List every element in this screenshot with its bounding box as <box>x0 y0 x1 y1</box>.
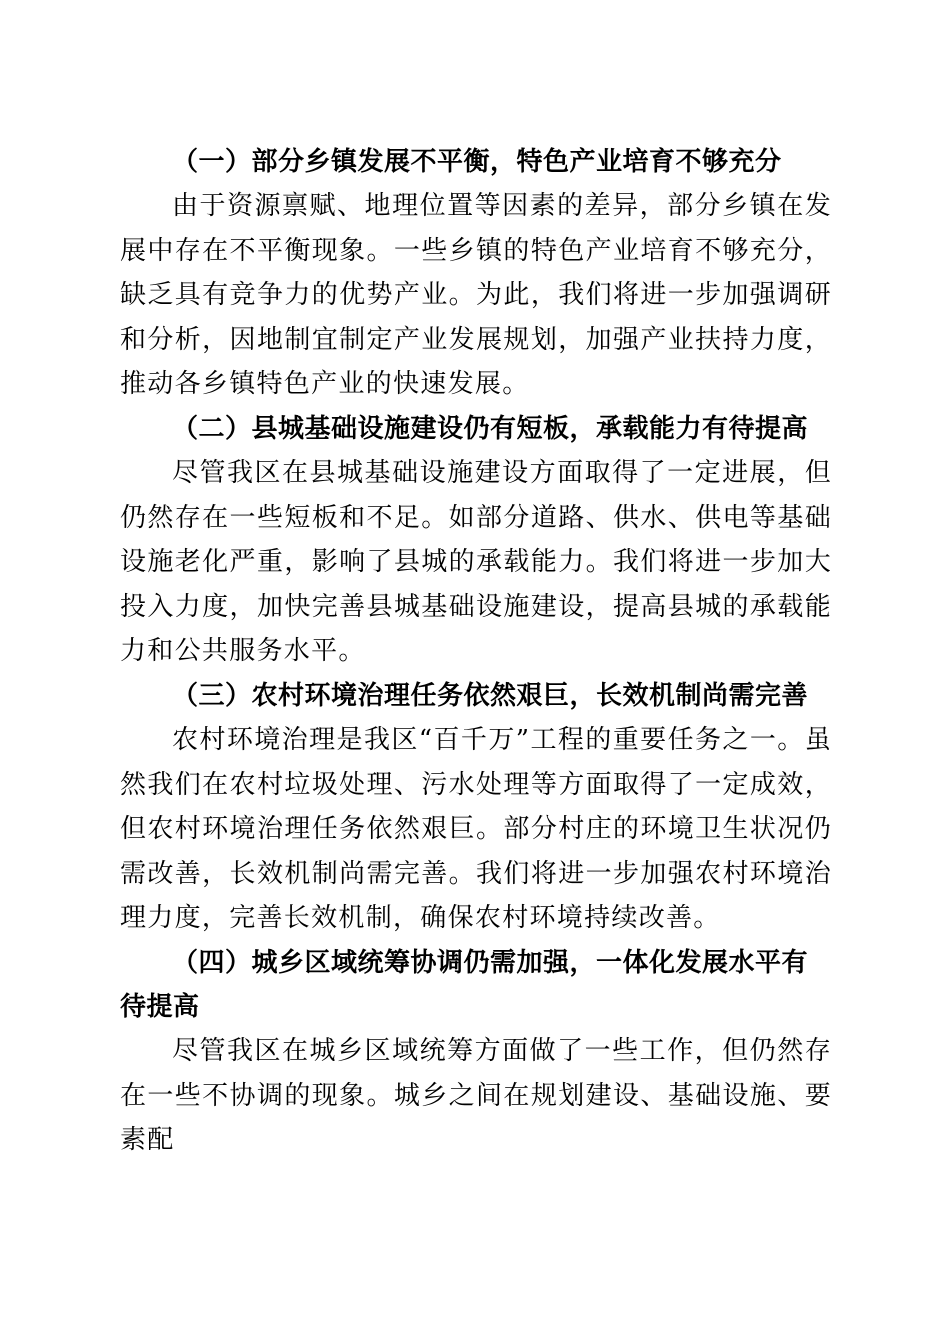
section-paragraph-4: 尽管我区在城乡区域统筹方面做了一些工作，但仍然存在一些不协调的现象。城乡之间在规划建设、基础设施、要素配 <box>120 1035 832 1156</box>
section-heading-4: （四）城乡区域统筹协调仍需加强，一体化发展水平有待提高 <box>120 947 809 1022</box>
section-paragraph-1: 由于资源禀赋、地理位置等因素的差异，部分乡镇在发展中存在不平衡现象。一些乡镇的特色产业培育不够充分，缺乏具有竞争力的优势产业。为此，我们将进一步加强调研和分析，因地制宜制定产业发展规划，加强产业扶持力度，推动各乡镇特色产业的快速发展。 <box>120 191 832 400</box>
document-body <box>120 140 832 1163</box>
section-heading-1: （一）部分乡镇发展不平衡，特色产业培育不够充分 <box>172 147 782 177</box>
section-paragraph-3: 农村环境治理是我区“百千万”工程的重要任务之一。虽然我们在农村垃圾处理、污水处理等方面取得了一定成效，但农村环境治理任务依然艰巨。部分村庄的环境卫生状况仍需改善，长效机制尚需完善。我们将进一步加强农村环境治理力度，完善长效机制，确保农村环境持续改善。 <box>120 724 832 934</box>
section-paragraph-2: 尽管我区在县城基础设施建设方面取得了一定进展，但仍然存在一些短板和不足。如部分道路、供水、供电等基础设施老化严重，影响了县城的承载能力。我们将进一步加大投入力度，加快完善县城基础设施建设，提高县城的承载能力和公共服务水平。 <box>120 457 832 667</box>
section-heading-3: （三）农村环境治理任务依然艰巨，长效机制尚需完善 <box>172 680 809 711</box>
section-heading-2: （二）县城基础设施建设仍有短板，承载能力有待提高 <box>172 413 809 444</box>
